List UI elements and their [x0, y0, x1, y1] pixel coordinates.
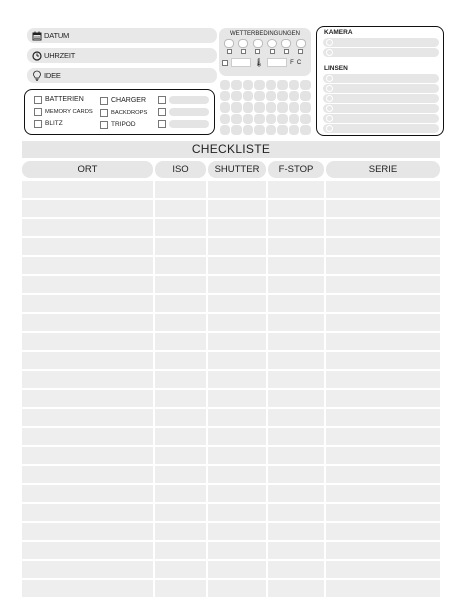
weather-grid-cell: [254, 125, 265, 135]
weather-title: WETTERBEDINGUNGEN: [229, 31, 300, 37]
table-cell-f-stop[interactable]: [268, 257, 324, 274]
weather-grid-cell: [254, 80, 265, 90]
checkbox-circle[interactable]: [326, 75, 333, 82]
snow-icon[interactable]: [281, 39, 291, 48]
table-cell-ort[interactable]: [22, 371, 153, 388]
weather-grid-cell: [300, 91, 311, 101]
weather-grid-cell: [289, 102, 300, 112]
checkbox[interactable]: [255, 49, 260, 54]
table-cell-serie[interactable]: [326, 314, 440, 331]
weather-grid-cell: [289, 125, 300, 135]
checkbox-circle[interactable]: [326, 85, 333, 92]
checklist-title: CHECKLISTE: [22, 141, 440, 158]
table-cell-iso[interactable]: [155, 371, 206, 388]
table-cell-iso[interactable]: [155, 295, 206, 312]
checkbox-circle[interactable]: [326, 95, 333, 102]
table-cell-serie[interactable]: [326, 257, 440, 274]
gear-item[interactable]: [100, 107, 147, 118]
table-cell-iso[interactable]: [155, 561, 206, 578]
table-cell-serie[interactable]: [326, 276, 440, 293]
weather-grid-cell: [231, 91, 242, 101]
table-cell-shutter[interactable]: [208, 352, 266, 369]
table-cell-f-stop[interactable]: [268, 409, 324, 426]
table-cell-serie[interactable]: [326, 352, 440, 369]
table-cell-serie[interactable]: [326, 504, 440, 521]
table-cell-serie[interactable]: [326, 523, 440, 540]
weather-grid-cell: [231, 114, 242, 124]
table-cell-shutter[interactable]: [208, 390, 266, 407]
gear-item[interactable]: [34, 118, 63, 129]
weather-icons: [222, 39, 308, 48]
table-cell-shutter[interactable]: [208, 314, 266, 331]
table-cell-shutter[interactable]: [208, 200, 266, 217]
checkbox[interactable]: [100, 97, 108, 105]
weather-grid-cell: [231, 125, 242, 135]
table-cell-serie[interactable]: [326, 542, 440, 559]
table-cell-f-stop[interactable]: [268, 580, 324, 597]
table-cell-iso[interactable]: [155, 276, 206, 293]
celsius-unit[interactable]: C: [296, 59, 302, 66]
weather-grid-cell: [243, 91, 254, 101]
table-cell-f-stop[interactable]: [268, 466, 324, 483]
table-cell-iso[interactable]: [155, 523, 206, 540]
column-header-shutter: SHUTTER: [208, 161, 266, 178]
table-cell-serie[interactable]: [326, 371, 440, 388]
thermometer-icon: 🌡: [254, 58, 265, 67]
table-cell-iso[interactable]: [155, 314, 206, 331]
weather-grid-cell: [243, 102, 254, 112]
custom-gear-item[interactable]: [158, 106, 209, 117]
sun-cloud-icon[interactable]: [224, 39, 234, 48]
checkbox[interactable]: [158, 108, 166, 116]
column-header-ort: ORT: [22, 161, 153, 178]
clock-icon: [31, 50, 42, 61]
weather-grid-cell: [220, 102, 231, 112]
checkbox[interactable]: [284, 49, 289, 54]
gear-item[interactable]: [100, 95, 146, 106]
weather-grid-cell: [243, 114, 254, 124]
gear-label: BLITZ: [45, 120, 63, 127]
table-cell-shutter[interactable]: [208, 580, 266, 597]
table-cell-serie[interactable]: [326, 295, 440, 312]
checkbox-circle[interactable]: [326, 39, 333, 46]
table-cell-ort[interactable]: [22, 390, 153, 407]
table-cell-f-stop[interactable]: [268, 504, 324, 521]
table-cell-serie[interactable]: [326, 238, 440, 255]
weather-grid-cell: [231, 80, 242, 90]
gear-label: MEMORY CARDS: [45, 108, 93, 115]
table-cell-f-stop[interactable]: [268, 219, 324, 236]
table-cell-shutter[interactable]: [208, 257, 266, 274]
weather-grid-cell: [300, 125, 311, 135]
column-header-iso: ISO: [155, 161, 206, 178]
checkbox[interactable]: [222, 60, 228, 66]
write-in-line[interactable]: [323, 48, 439, 57]
table-cell-f-stop[interactable]: [268, 181, 324, 198]
weather-grid-cell: [266, 114, 277, 124]
table-cell-iso[interactable]: [155, 485, 206, 502]
temperature-row: [222, 58, 308, 67]
lightbulb-icon: [31, 70, 42, 81]
gear-label: CHARGER: [111, 97, 147, 104]
checkbox-circle[interactable]: [326, 125, 333, 132]
weather-grid-cell: [300, 80, 311, 90]
table-cell-iso[interactable]: [155, 447, 206, 464]
table-cell-ort[interactable]: [22, 257, 153, 274]
camera-title: KAMERA: [324, 29, 353, 36]
table-cell-ort[interactable]: [22, 219, 153, 236]
write-in-line[interactable]: [169, 108, 209, 116]
temp-input[interactable]: [231, 58, 251, 67]
lenses-title: LINSEN: [324, 65, 348, 72]
table-cell-f-stop[interactable]: [268, 352, 324, 369]
table-cell-iso[interactable]: [155, 504, 206, 521]
table-cell-shutter[interactable]: [208, 371, 266, 388]
weather-grid-cell: [300, 114, 311, 124]
cloud-icon[interactable]: [253, 39, 263, 48]
table-cell-serie[interactable]: [326, 561, 440, 578]
table-cell-iso[interactable]: [155, 580, 206, 597]
table-cell-ort[interactable]: [22, 504, 153, 521]
rain-icon[interactable]: [238, 39, 248, 48]
weather-grid-cell: [277, 91, 288, 101]
table-cell-ort[interactable]: [22, 447, 153, 464]
table-cell-shutter[interactable]: [208, 219, 266, 236]
table-cell-iso[interactable]: [155, 428, 206, 445]
weather-grid-cell: [289, 114, 300, 124]
table-cell-f-stop[interactable]: [268, 276, 324, 293]
table-cell-serie[interactable]: [326, 466, 440, 483]
gear-checklist-box: [24, 89, 215, 135]
checkbox-circle[interactable]: [326, 115, 333, 122]
checkbox[interactable]: [100, 121, 108, 129]
table-cell-ort[interactable]: [22, 542, 153, 559]
gear-item[interactable]: [34, 106, 93, 117]
table-cell-shutter[interactable]: [208, 295, 266, 312]
weather-grid-cell: [277, 125, 288, 135]
write-in-line[interactable]: [323, 94, 439, 103]
table-cell-serie[interactable]: [326, 390, 440, 407]
table-cell-iso[interactable]: [155, 466, 206, 483]
table-cell-serie[interactable]: [326, 181, 440, 198]
table-cell-ort[interactable]: [22, 314, 153, 331]
weather-grid-cell: [277, 80, 288, 90]
table-cell-shutter[interactable]: [208, 542, 266, 559]
date-label: DATUM: [44, 31, 70, 40]
weather-grid-cell: [231, 102, 242, 112]
column-header-serie: SERIE: [326, 161, 440, 178]
table-cell-shutter[interactable]: [208, 523, 266, 540]
table-cell-shutter[interactable]: [208, 504, 266, 521]
table-cell-iso[interactable]: [155, 219, 206, 236]
date-field[interactable]: [27, 28, 217, 43]
weather-grid-cell: [266, 102, 277, 112]
table-cell-iso[interactable]: [155, 390, 206, 407]
weather-grid-cell: [254, 102, 265, 112]
weather-notes-grid[interactable]: [219, 79, 311, 136]
table-cell-shutter[interactable]: [208, 466, 266, 483]
weather-grid-cell: [220, 91, 231, 101]
sun-icon[interactable]: [267, 39, 277, 48]
table-cell-serie[interactable]: [326, 428, 440, 445]
weather-checkboxes: [222, 49, 308, 54]
table-cell-serie[interactable]: [326, 200, 440, 217]
time-field[interactable]: [27, 48, 217, 63]
table-cell-ort[interactable]: [22, 200, 153, 217]
checkbox-circle[interactable]: [326, 49, 333, 56]
table-cell-iso[interactable]: [155, 333, 206, 350]
weather-grid-cell: [220, 125, 231, 135]
table-cell-ort[interactable]: [22, 580, 153, 597]
table-cell-ort[interactable]: [22, 523, 153, 540]
table-cell-iso[interactable]: [155, 181, 206, 198]
custom-gear-item[interactable]: [158, 118, 209, 129]
table-cell-ort[interactable]: [22, 485, 153, 502]
write-in-line[interactable]: [169, 120, 209, 128]
table-cell-shutter[interactable]: [208, 238, 266, 255]
weather-grid-cell: [277, 114, 288, 124]
table-cell-serie[interactable]: [326, 333, 440, 350]
table-cell-iso[interactable]: [155, 257, 206, 274]
table-cell-shutter[interactable]: [208, 447, 266, 464]
table-cell-ort[interactable]: [22, 409, 153, 426]
checkbox[interactable]: [34, 96, 42, 104]
weather-grid-cell: [266, 80, 277, 90]
table-cell-serie[interactable]: [326, 485, 440, 502]
table-cell-shutter[interactable]: [208, 276, 266, 293]
gear-label: TRIPOD: [111, 121, 136, 128]
table-cell-ort[interactable]: [22, 466, 153, 483]
checkbox[interactable]: [241, 49, 246, 54]
gear-item[interactable]: [100, 119, 136, 130]
write-in-line[interactable]: [323, 104, 439, 113]
weather-grid-cell: [300, 102, 311, 112]
weather-grid-cell: [277, 102, 288, 112]
write-in-line[interactable]: [323, 114, 439, 123]
table-cell-shutter[interactable]: [208, 428, 266, 445]
storm-icon[interactable]: [296, 39, 306, 48]
table-cell-ort[interactable]: [22, 428, 153, 445]
table-cell-f-stop[interactable]: [268, 523, 324, 540]
checkbox[interactable]: [100, 109, 108, 117]
write-in-line[interactable]: [169, 96, 209, 104]
weather-panel: [219, 28, 311, 76]
table-cell-shutter[interactable]: [208, 409, 266, 426]
table-cell-f-stop[interactable]: [268, 485, 324, 502]
table-cell-ort[interactable]: [22, 352, 153, 369]
weather-grid-cell: [289, 80, 300, 90]
table-cell-f-stop[interactable]: [268, 333, 324, 350]
table-cell-f-stop[interactable]: [268, 371, 324, 388]
write-in-line[interactable]: [323, 74, 439, 83]
table-cell-ort[interactable]: [22, 276, 153, 293]
camera-lens-box: [316, 26, 444, 136]
table-cell-shutter[interactable]: [208, 333, 266, 350]
table-cell-f-stop[interactable]: [268, 561, 324, 578]
table-cell-f-stop[interactable]: [268, 447, 324, 464]
table-cell-iso[interactable]: [155, 542, 206, 559]
checkbox[interactable]: [270, 49, 275, 54]
column-header-f-stop: F-STOP: [268, 161, 324, 178]
fahrenheit-unit[interactable]: F: [290, 59, 294, 66]
table-cell-f-stop[interactable]: [268, 314, 324, 331]
calendar-icon: [31, 30, 42, 41]
table-cell-ort[interactable]: [22, 333, 153, 350]
table-cell-serie[interactable]: [326, 447, 440, 464]
weather-grid-cell: [243, 80, 254, 90]
table-cell-ort[interactable]: [22, 295, 153, 312]
table-cell-iso[interactable]: [155, 238, 206, 255]
table-cell-iso[interactable]: [155, 352, 206, 369]
weather-grid-cell: [266, 91, 277, 101]
weather-grid-cell: [220, 80, 231, 90]
table-cell-iso[interactable]: [155, 409, 206, 426]
weather-grid-cell: [266, 125, 277, 135]
custom-gear-item[interactable]: [158, 94, 209, 105]
table-cell-f-stop[interactable]: [268, 295, 324, 312]
table-cell-serie[interactable]: [326, 580, 440, 597]
checkbox[interactable]: [158, 120, 166, 128]
weather-grid-cell: [254, 114, 265, 124]
checkbox[interactable]: [298, 49, 303, 54]
gear-item[interactable]: [34, 94, 84, 105]
table-cell-f-stop[interactable]: [268, 238, 324, 255]
table-cell-ort[interactable]: [22, 561, 153, 578]
idea-label: IDEE: [44, 71, 61, 80]
table-cell-ort[interactable]: [22, 238, 153, 255]
table-cell-f-stop[interactable]: [268, 542, 324, 559]
checkbox[interactable]: [158, 96, 166, 104]
time-label: UHRZEIT: [44, 51, 76, 60]
table-cell-shutter[interactable]: [208, 181, 266, 198]
table-cell-serie[interactable]: [326, 409, 440, 426]
temp-input[interactable]: [267, 58, 287, 67]
table-cell-shutter[interactable]: [208, 561, 266, 578]
write-in-line[interactable]: [323, 38, 439, 47]
checkbox-circle[interactable]: [326, 105, 333, 112]
idea-field[interactable]: [27, 68, 217, 83]
gear-label: BACKDROPS: [111, 109, 148, 116]
table-cell-f-stop[interactable]: [268, 390, 324, 407]
write-in-line[interactable]: [323, 84, 439, 93]
table-cell-iso[interactable]: [155, 200, 206, 217]
table-cell-serie[interactable]: [326, 219, 440, 236]
checkbox[interactable]: [227, 49, 232, 54]
checkbox[interactable]: [34, 108, 42, 116]
weather-grid-cell: [254, 91, 265, 101]
table-cell-shutter[interactable]: [208, 485, 266, 502]
table-cell-f-stop[interactable]: [268, 200, 324, 217]
table-cell-f-stop[interactable]: [268, 428, 324, 445]
weather-grid-cell: [243, 125, 254, 135]
weather-grid-cell: [220, 114, 231, 124]
table-cell-ort[interactable]: [22, 181, 153, 198]
checkbox[interactable]: [34, 120, 42, 128]
write-in-line[interactable]: [323, 124, 439, 133]
gear-label: BATTERIEN: [45, 96, 84, 103]
weather-grid-cell: [289, 91, 300, 101]
